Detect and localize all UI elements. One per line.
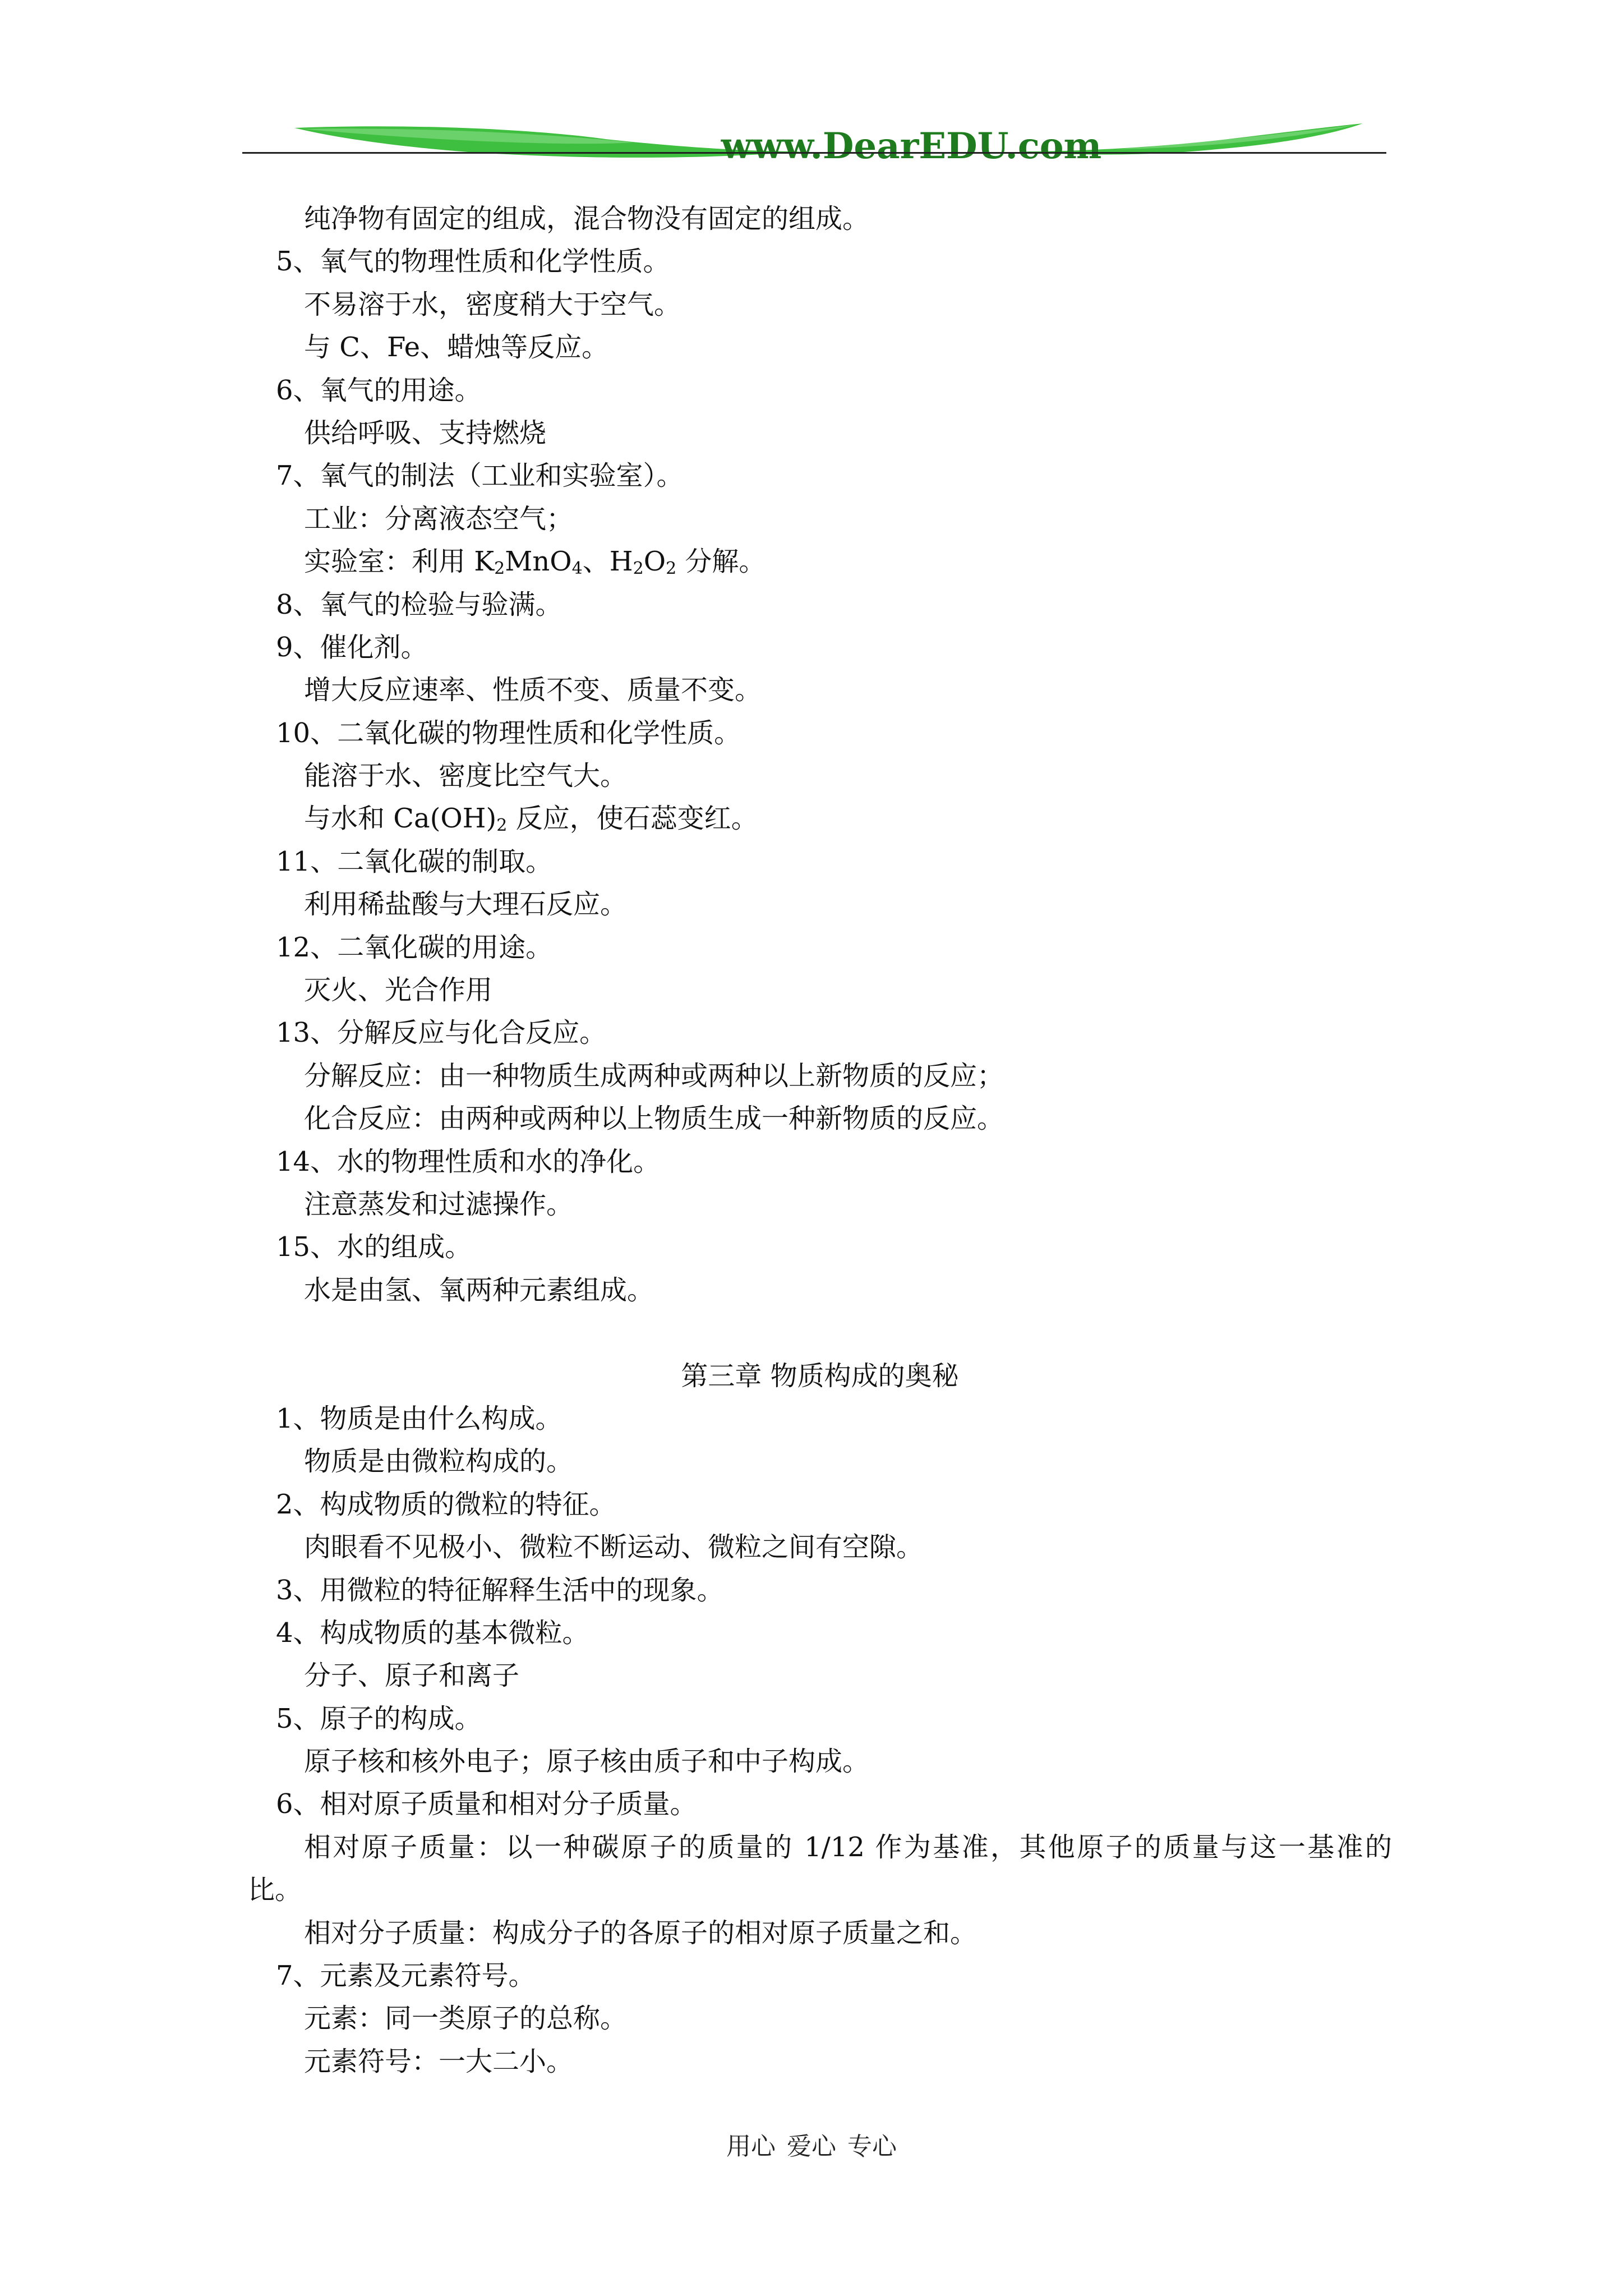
text-line: 增大反应速率、性质不变、质量不变。 <box>304 674 762 706</box>
footer-text: 用心 <box>726 2132 776 2161</box>
text-fragment: 实验室：利用 K <box>304 546 495 578</box>
text-line: 分子、原子和离子 <box>304 1660 520 1692</box>
text-fragment: O <box>643 546 666 578</box>
numbered-item: 9、催化剂。 <box>276 631 428 663</box>
text-fragment: 、H <box>582 546 633 578</box>
subscript: 2 <box>633 559 644 579</box>
text-fragment: MnO <box>505 546 572 578</box>
text-line: 相对分子质量：构成分子的各原子的相对原子质量之和。 <box>304 1917 978 1949</box>
text-line: 水是由氢、氧两种元素组成。 <box>304 1274 654 1306</box>
text-line: 供给呼吸、支持燃烧 <box>304 417 547 449</box>
logo-text: www.DearEDU.com <box>721 125 1102 167</box>
text-line-continuation: 比。 <box>248 1874 302 1906</box>
text-line-formula <box>248 540 1392 583</box>
numbered-item: 10、二氧化碳的物理性质和化学性质。 <box>276 717 741 749</box>
blank-line <box>248 1312 1392 1354</box>
document-body <box>248 197 1392 2083</box>
subscript: 4 <box>571 559 583 579</box>
numbered-item: 3、用微粒的特征解释生活中的现象。 <box>276 1574 724 1606</box>
numbered-item: 12、二氧化碳的用途。 <box>276 931 553 963</box>
text-line: 工业：分离液态空气； <box>304 503 574 535</box>
numbered-item: 1、物质是由什么构成。 <box>276 1402 562 1434</box>
numbered-item: 5、原子的构成。 <box>276 1703 482 1734</box>
numbered-item: 7、氧气的制法（工业和实验室）。 <box>276 460 684 492</box>
numbered-item: 13、分解反应与化合反应。 <box>276 1017 607 1049</box>
text-line: 能溶于水、密度比空气大。 <box>304 760 628 792</box>
subscript: 2 <box>666 559 677 579</box>
text-line: 肉眼看不见极小、微粒不断运动、微粒之间有空隙。 <box>304 1531 924 1563</box>
text-line: 纯净物有固定的组成，混合物没有固定的组成。 <box>304 203 870 234</box>
numbered-item: 15、水的组成。 <box>276 1231 472 1263</box>
numbered-item: 14、水的物理性质和水的净化。 <box>276 1145 661 1177</box>
numbered-item: 5、氧气的物理性质和化学性质。 <box>276 246 670 278</box>
chapter-heading: 第三章 物质构成的奥秘 <box>681 1360 959 1392</box>
page-footer <box>0 2126 1623 2162</box>
numbered-item: 7、元素及元素符号。 <box>276 1960 536 1992</box>
text-fragment: 反应，使石蕊变红。 <box>507 803 758 835</box>
subscript: 2 <box>494 559 505 579</box>
numbered-item: 4、构成物质的基本微粒。 <box>276 1617 589 1649</box>
text-line: 原子核和核外电子；原子核由质子和中子构成。 <box>304 1746 870 1778</box>
text-line: 元素符号：一大二小。 <box>304 2045 574 2077</box>
deareduc-logo <box>241 107 1385 168</box>
text-line: 注意蒸发和过滤操作。 <box>304 1188 574 1220</box>
text-line-formula <box>248 797 1392 840</box>
numbered-item: 2、构成物质的微粒的特征。 <box>276 1488 616 1520</box>
text-line: 化合反应：由两种或两种以上物质生成一种新物质的反应。 <box>304 1103 1004 1135</box>
text-fragment: 分解。 <box>676 546 766 578</box>
footer-text: 爱心 <box>787 2132 836 2161</box>
footer-text: 专心 <box>847 2132 897 2161</box>
numbered-item: 6、氧气的用途。 <box>276 374 482 406</box>
header-rule <box>242 152 1386 154</box>
text-line-justified: 相对原子质量：以一种碳原子的质量的 1/12 作为基准，其他原子的质量与这一基准的 <box>304 1831 1392 1863</box>
numbered-item: 8、氧气的检验与验满。 <box>276 588 562 620</box>
subscript: 2 <box>496 816 508 836</box>
numbered-item: 11、二氧化碳的制取。 <box>276 845 553 877</box>
text-line: 利用稀盐酸与大理石反应。 <box>304 889 628 921</box>
text-line: 灭火、光合作用 <box>304 974 493 1006</box>
text-line: 物质是由微粒构成的。 <box>304 1446 574 1478</box>
numbered-item: 6、相对原子质量和相对分子质量。 <box>276 1788 697 1820</box>
text-line: 元素：同一类原子的总称。 <box>304 2003 628 2035</box>
text-line: 不易溶于水，密度稍大于空气。 <box>304 288 681 320</box>
text-line: 分解反应：由一种物质生成两种或两种以上新物质的反应； <box>304 1060 1004 1092</box>
text-line: 与 C、Fe、蜡烛等反应。 <box>304 332 609 364</box>
text-fragment: 与水和 Ca(OH) <box>304 803 497 835</box>
